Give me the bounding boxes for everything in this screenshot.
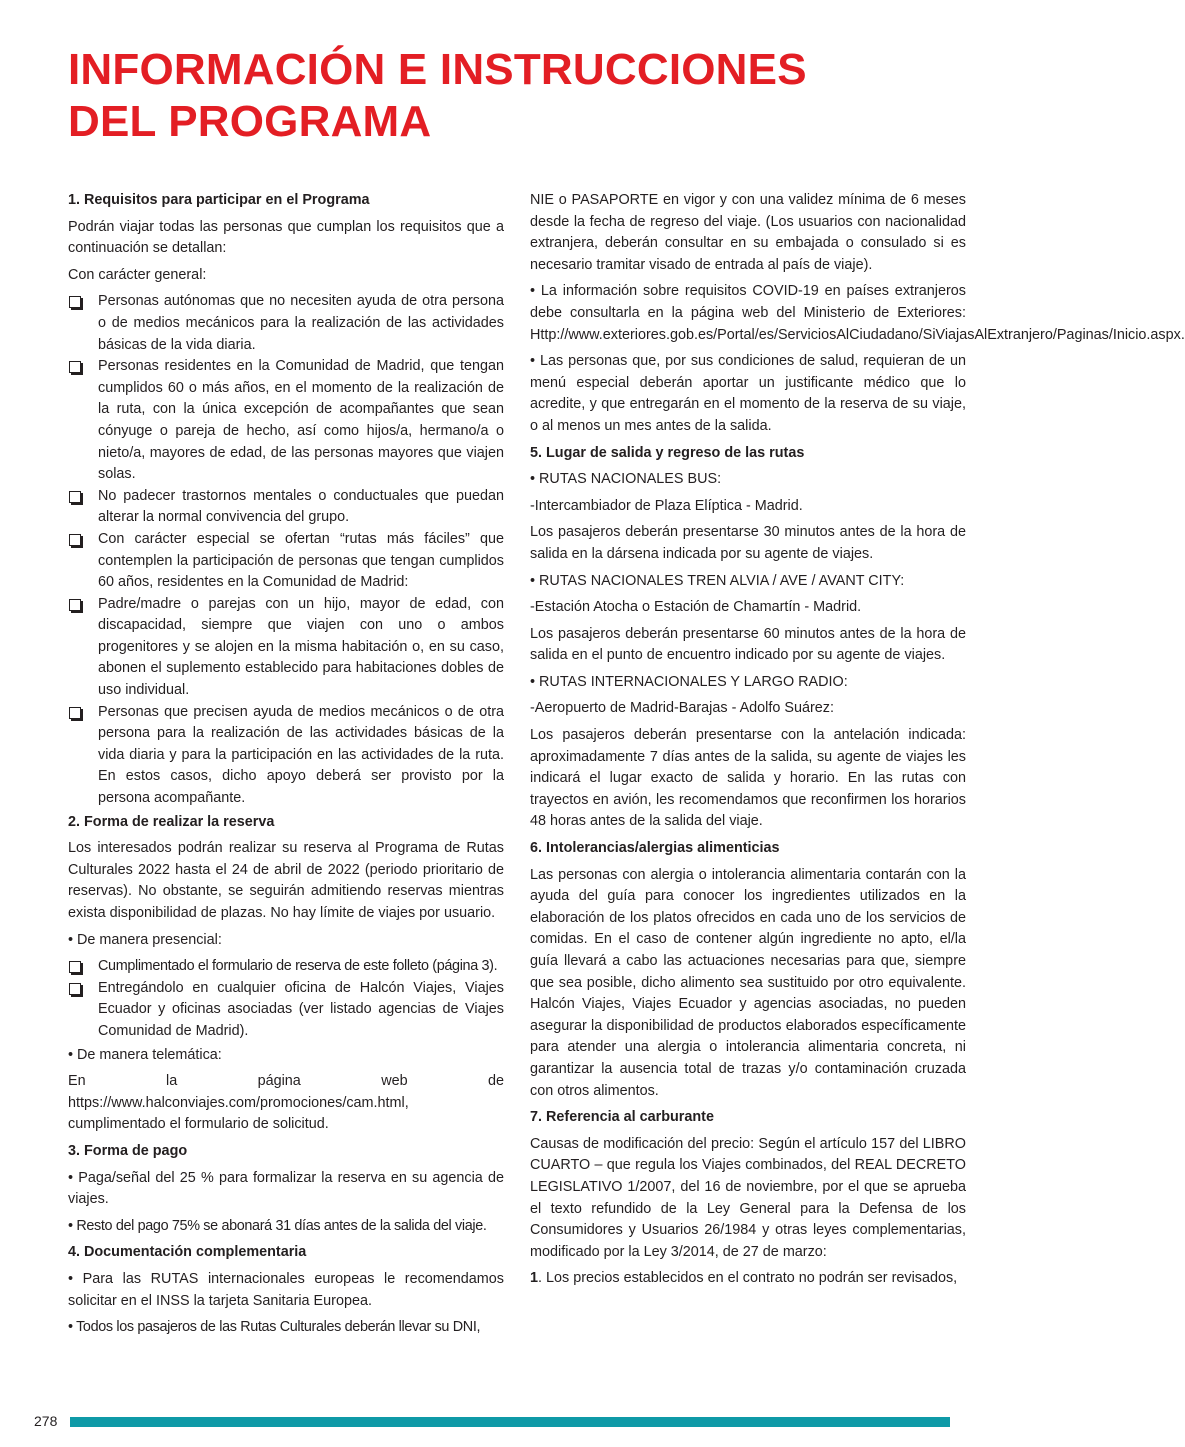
section-7-point-1	[530, 1268, 966, 1290]
section-5-bus-note: Los pasajeros deberán presentarse 30 minutos antes de la hora de salida en la dársena indicada por su agente de viajes.	[530, 524, 966, 562]
section-6-paragraph: Las personas con alergia o intolerancia alimentaria contarán con la ayuda del guía para conocer los ingredientes utilizados en la elaboración de los platos ofrecidos en cada uno de los servicios de comidas. En el caso de contener algún ingrediente no apto, el/la guía llevará a cabo las actuaciones necesarias para que, siempre que sea posible, dicho alimento sea sustituido por otro equivalente. Halcón Viajes, Viajes Ecuador y agencias asociadas, no pueden asegurar la disponibilidad de productos elaborados específicamente para atender una alergia o intolerancia alimentaria concreta, ni garantizar la ausencia total de trazas y/o contaminación cruzada con otros alimentos.	[530, 866, 966, 1099]
list-item-text: Entregándolo en cualquier oficina de Halcón Viajes, Viajes Ecuador y oficinas asociadas (ver listado agencias de Viajes Comunidad de Madrid).	[98, 979, 504, 1039]
page-title-line-2: DEL PROGRAMA	[68, 97, 432, 146]
section-2-online: • De manera telemática:	[68, 1046, 222, 1063]
section-2-online-text: En la página web de https://www.halconviajes.com/promociones/cam.html, cumplimentado el formulario de solicitud.	[68, 1073, 504, 1133]
checkbox-icon	[69, 361, 81, 373]
page-title	[68, 44, 968, 148]
checkbox-icon	[69, 534, 81, 546]
list-item-text: No padecer trastornos mentales o conductuales que puedan alterar la normal convivencia del grupo.	[98, 487, 504, 526]
section-2-heading: 2. Forma de realizar la reserva	[68, 813, 275, 830]
section-2-in-person-list	[68, 956, 504, 1042]
section-5-train-note: Los pasajeros deberán presentarse 60 minutos antes de la hora de salida en el punto de encuentro indicado por su agente de viajes.	[530, 625, 966, 664]
checkbox-icon	[69, 599, 81, 611]
section-3-deposit: • Paga/señal del 25 % para formalizar la reserva en su agencia de viajes.	[68, 1169, 504, 1208]
list-item-text: Personas que precisen ayuda de medios mecánicos o de otra persona para la realización de las actividades básicas de la vida diaria y para la participación en las actividades de la ruta. En estos casos, dicho apoyo deberá ser provisto por la persona acompañante.	[98, 703, 504, 807]
list-item	[68, 356, 504, 486]
section-4-documents: • Todos los pasajeros de las Rutas Culturales deberán llevar su DNI,	[68, 1319, 481, 1336]
section-4-health-card: • Para las RUTAS internacionales europeas le recomendamos solicitar en el INSS la tarjeta Sanitaria Europea.	[68, 1270, 504, 1309]
section-4-documents-continued: NIE o PASAPORTE en vigor y con una validez mínima de 6 meses desde la fecha de regreso del viaje. (Los usuarios con nacionalidad extranjera, deberán consultar en su embajada o consulado si es necesario tramitar visado de entrada al país de viaje).	[530, 192, 966, 273]
section-5-bus-location: -Intercambiador de Plaza Elíptica - Madrid.	[530, 497, 803, 514]
page-title-line-1: INFORMACIÓN E INSTRUCCIONES	[68, 45, 807, 94]
list-item	[68, 956, 504, 978]
right-column	[530, 190, 1185, 1295]
list-item-text: Personas residentes en la Comunidad de Madrid, que tengan cumplidos 60 o más años, en el momento de la realización de la ruta, con la única excepción de acompañantes que sean cónyuge o pareja de hecho, así como hijos/a, hermano/a o nieto/a, mayores de edad, de las personas mayores que viajen solas.	[98, 358, 504, 483]
list-item-text: Con carácter especial se ofertan “rutas más fáciles” que contemplen la participación de personas que tengan cumplidos 60 años, residentes en la Comunidad de Madrid:	[98, 530, 504, 591]
point-number: 1	[530, 1270, 539, 1287]
left-column	[68, 190, 504, 1344]
section-2-paragraph: Los interesados podrán realizar su reserva al Programa de Rutas Culturales 2022 hasta el 24 de abril de 2022 (periodo prioritario de reservas). No obstante, se seguirán admitiendo reservas mientras exista disponibilidad de plazas. No hay límite de viajes por usuario.	[68, 840, 504, 921]
section-1-requirements-list	[68, 291, 504, 809]
section-5-train: • RUTAS NACIONALES TREN ALVIA / AVE / AVANT CITY:	[530, 572, 905, 589]
list-item-text: Cumplimentado el formulario de reserva de este folleto (página 3).	[98, 958, 498, 975]
section-4-covid: • La información sobre requisitos COVID-19 en países extranjeros debe consultarla en la página web del Ministerio de Exteriores: Http://www.exteriores.gob.es/Portal/es/ServiciosAlCiudadano/SiViajasAlExtranjero/Paginas/Inicio.aspx.	[530, 283, 1185, 343]
list-item	[68, 594, 504, 702]
section-5-bus: • RUTAS NACIONALES BUS:	[530, 471, 722, 488]
list-item	[68, 529, 504, 594]
section-6-heading: 6. Intolerancias/alergias alimenticias	[530, 840, 780, 857]
section-3-heading: 3. Forma de pago	[68, 1142, 188, 1159]
list-item	[68, 978, 504, 1043]
checkbox-icon	[69, 983, 81, 995]
section-3-remainder: • Resto del pago 75% se abonará 31 días antes de la salida del viaje.	[68, 1217, 487, 1234]
list-item	[68, 291, 504, 356]
point-text: . Los precios establecidos en el contrato no podrán ser revisados,	[538, 1270, 958, 1287]
list-item-text: Personas autónomas que no necesiten ayuda de otra persona o de medios mecánicos para la realización de las actividades básicas de la vida diaria.	[98, 293, 504, 353]
checkbox-icon	[69, 296, 81, 308]
section-5-train-location: -Estación Atocha o Estación de Chamartín - Madrid.	[530, 599, 862, 616]
section-2-in-person: • De manera presencial:	[68, 931, 222, 948]
section-1-heading: 1. Requisitos para participar en el Programa	[68, 192, 370, 208]
checkbox-icon	[69, 707, 81, 719]
list-item	[68, 702, 504, 810]
section-4-special-menu: • Las personas que, por sus condiciones de salud, requieran de un menú especial deberán aportar un justificante médico que lo acredite, y que entregarán en el momento de la reserva de su viaje, o al menos un mes antes de la salida.	[530, 353, 966, 434]
section-1-intro: Podrán viajar todas las personas que cumplan los requisitos que a continuación se detallan:	[68, 218, 504, 257]
section-5-international-location: -Aeropuerto de Madrid-Barajas - Adolfo Suárez:	[530, 700, 834, 717]
checkbox-icon	[69, 491, 81, 503]
section-7-paragraph: Causas de modificación del precio: Según el artículo 157 del LIBRO CUARTO – que regula los Viajes combinados, del REAL DECRETO LEGISLATIVO 1/2007, del 16 de noviembre, por el que se aprueba el texto refundido de la Ley General para la Defensa de los Consumidores y Usuarios 26/1984 y otras leyes complementarias, modificado por la Ley 3/2014, de 27 de marzo:	[530, 1135, 966, 1260]
section-1-general: Con carácter general:	[68, 266, 207, 283]
section-5-international: • RUTAS INTERNACIONALES Y LARGO RADIO:	[530, 673, 848, 690]
section-7-heading: 7. Referencia al carburante	[530, 1109, 714, 1126]
page-number: 278	[34, 1413, 58, 1429]
section-5-international-note: Los pasajeros deberán presentarse con la antelación indicada: aproximadamente 7 días antes de la salida, su agente de viajes les indicará el lugar exacto de salida y horario. En las rutas con trayectos en avión, les recomendamos que reconfirmen los horarios 48 horas antes de la salida del viaje.	[530, 727, 966, 830]
section-5-heading: 5. Lugar de salida y regreso de las rutas	[530, 444, 805, 461]
section-4-heading: 4. Documentación complementaria	[68, 1244, 307, 1261]
list-item-text: Padre/madre o parejas con un hijo, mayor de edad, con discapacidad, siempre que viajen con uno o ambos progenitores y se alojen en la misma habitación o, en su caso, abonen el suplemento establecido para habitaciones dobles de uso individual.	[98, 595, 504, 699]
list-item	[68, 486, 504, 529]
checkbox-icon	[69, 961, 81, 973]
footer-bar	[70, 1417, 950, 1427]
